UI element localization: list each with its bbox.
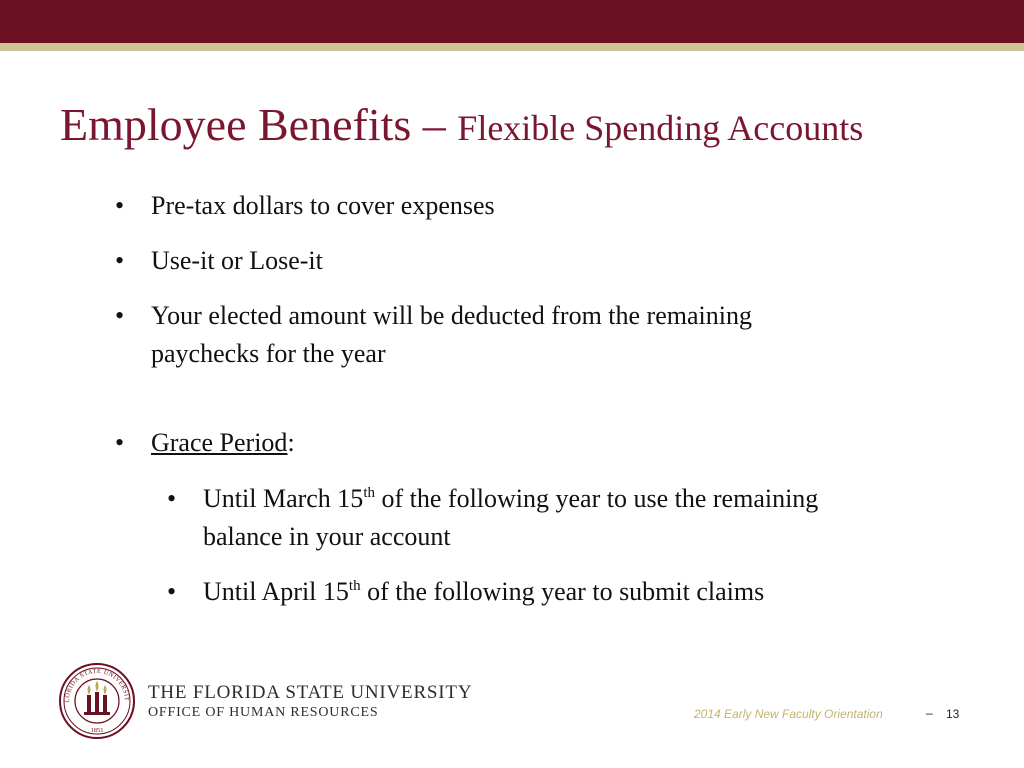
bullet-dot: • (115, 428, 125, 457)
ordinal-suffix: th (348, 578, 361, 594)
sub-bullet-text: balance in your account (203, 522, 451, 551)
office-name: OFFICE OF HUMAN RESOURCES (148, 705, 379, 720)
sub-bullet-text: Until April 15 (203, 577, 349, 606)
slide-title-sub: Flexible Spending Accounts (457, 108, 864, 148)
bullet-dot: • (115, 246, 125, 275)
sub-bullet-item (167, 573, 765, 611)
bullet-dot: • (115, 191, 125, 220)
page-number: 13 (946, 707, 960, 721)
sub-bullet-text: of the following year to use the remaining (374, 484, 819, 513)
bullet-text: Your elected amount will be deducted from the remaining (151, 301, 752, 330)
fsu-seal-logo (58, 662, 136, 740)
grace-period-colon: : (287, 428, 295, 457)
sub-bullet-continuation (203, 518, 451, 556)
seal-year: 1851 (90, 727, 104, 734)
sub-bullet-text: Until March 15 (203, 484, 364, 513)
footer-separator: – (926, 706, 933, 720)
bullet-text: Use-it or Lose-it (151, 246, 323, 275)
bullet-text: Pre-tax dollars to cover expenses (151, 191, 495, 220)
sub-bullet-dot: • (167, 577, 177, 606)
sub-bullet-item (167, 480, 819, 518)
sub-bullet-dot: • (167, 484, 177, 513)
bullet-text: paychecks for the year (151, 339, 386, 368)
university-name: THE FLORIDA STATE UNIVERSITY (148, 682, 473, 703)
bullet-item (115, 242, 323, 280)
ordinal-suffix: th (363, 485, 375, 501)
bullet-item (115, 187, 495, 225)
slide-title-main: Employee Benefits – (60, 99, 458, 150)
bullet-item-grace-period (115, 424, 295, 462)
seal-text: LORIDA STATE UNIVERSIT (63, 667, 131, 703)
bullet-dot: • (115, 301, 125, 330)
sub-bullet-text: of the following year to submit claims (360, 577, 765, 606)
footer-event-text: 2014 Early New Faculty Orientation (694, 707, 883, 721)
grace-period-label: Grace Period (151, 428, 288, 457)
bullet-item (115, 297, 752, 335)
bullet-continuation (151, 335, 386, 373)
